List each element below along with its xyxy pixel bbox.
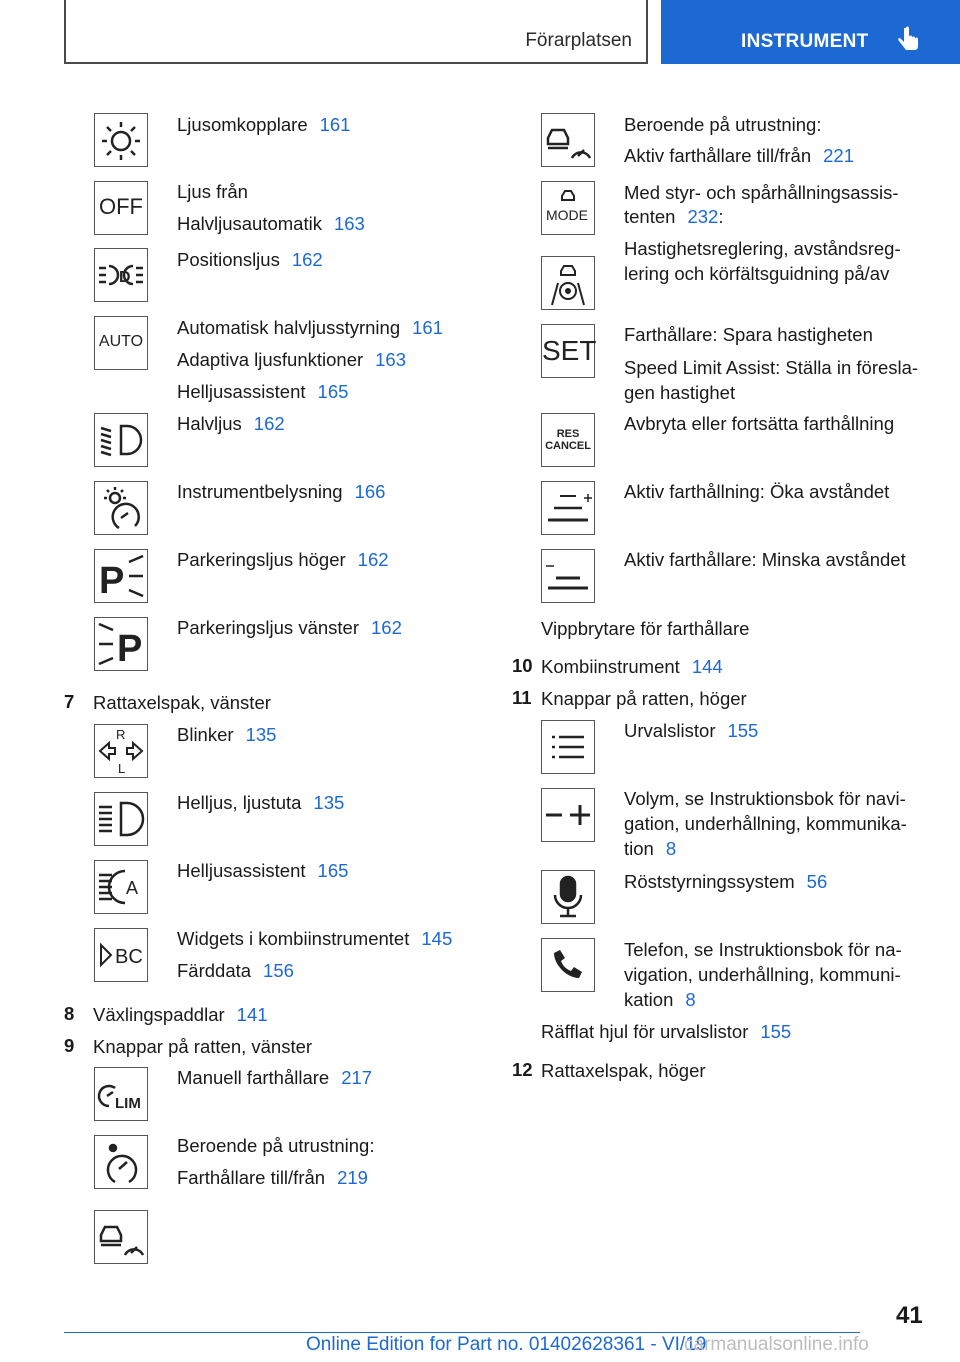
item-title: Knappar på ratten, vänster <box>93 1036 313 1057</box>
item-title: Växlingspaddlar 141 <box>93 1004 268 1025</box>
auto-icon: AUTO <box>94 316 148 370</box>
svg-text:P: P <box>99 560 125 602</box>
lights-off-label: Ljus från <box>177 181 248 202</box>
pointing-hand-icon <box>896 26 920 56</box>
page-ref[interactable]: 155 <box>727 720 759 741</box>
volume-label-3: tion 8 <box>624 838 677 859</box>
edition-footer: Online Edition for Part no. 01402628361 - VI/19 <box>306 1334 707 1355</box>
page-ref[interactable]: 135 <box>313 792 345 813</box>
low-beam-label: Halvljus 162 <box>177 413 285 434</box>
set-icon: SET <box>541 324 595 378</box>
trip-data-label: Färddata 156 <box>177 960 294 981</box>
page-ref[interactable]: 141 <box>236 1004 268 1025</box>
volume-label: Volym, se Instruktionsbok för navi- <box>624 788 906 809</box>
save-speed-label: Farthållare: Spara hastigheten <box>624 324 873 345</box>
page-ref[interactable]: 161 <box>319 114 351 135</box>
steering-assist-label: Med styr- och spårhållningsassis- <box>624 182 899 203</box>
volume-label-2: gation, underhållning, kommunika- <box>624 813 907 834</box>
item-title: Kombiinstrument 144 <box>541 656 723 677</box>
active-cruise-icon <box>94 1210 148 1264</box>
speed-distance-label: Hastighetsreglering, avståndsreg- <box>624 238 901 259</box>
item-number: 12 <box>512 1059 533 1080</box>
page-ref[interactable]: 219 <box>337 1167 368 1188</box>
svg-text:P: P <box>117 628 143 670</box>
cruise-on-off-label: Farthållare till/från 219 <box>177 1167 368 1188</box>
low-beam-auto-label: Halvljusautomatik 163 <box>177 213 365 234</box>
page-ref[interactable]: 165 <box>317 381 349 402</box>
position-lights-label: Positionsljus 162 <box>177 249 323 270</box>
page-number: 41 <box>896 1302 923 1329</box>
high-beam-assist-label: Helljusassistent 165 <box>177 381 349 402</box>
selection-lists-label: Urvalslistor 155 <box>624 720 759 741</box>
item-number: 11 <box>512 687 532 708</box>
microphone-icon <box>541 870 595 924</box>
parking-light-left-icon <box>94 617 148 671</box>
light-switch-icon <box>94 113 148 167</box>
page-ref[interactable]: 8 <box>665 838 677 859</box>
distance-decrease-label: Aktiv farthållare: Minska avståndet <box>624 549 906 570</box>
active-cruise-icon <box>541 113 595 167</box>
high-beam-assist-label-2: Helljusassistent 165 <box>177 860 349 881</box>
widgets-label: Widgets i kombiinstrumentet 145 <box>177 928 453 949</box>
page-ref[interactable]: 56 <box>806 871 828 892</box>
header-chapter: INSTRUMENT <box>741 31 869 52</box>
svg-text:L: L <box>118 761 126 776</box>
high-beam-assist-icon <box>94 860 148 914</box>
instrument-lighting-icon <box>94 481 148 535</box>
cruise-control-icon <box>94 1135 148 1189</box>
auto-low-beam-label: Automatisk halvljusstyrning 161 <box>177 317 443 338</box>
turn-signal-icon <box>94 724 148 778</box>
page-ref[interactable]: 161 <box>412 317 443 338</box>
item-title: Rattaxelspak, höger <box>541 1060 706 1081</box>
page-ref[interactable]: 156 <box>263 960 294 981</box>
bc-icon <box>94 928 148 982</box>
cancel-resume-label: Avbryta eller fortsätta farthållning <box>624 413 895 434</box>
manual-cruise-label: Manuell farthållare 217 <box>177 1067 373 1088</box>
equipment-note: Beroende på utrustning: <box>177 1135 375 1156</box>
page-ref[interactable]: 145 <box>421 928 453 949</box>
speed-limit-assist-label-2: gen hastighet <box>624 382 736 403</box>
item-number: 8 <box>64 1003 75 1024</box>
page-ref[interactable]: 163 <box>375 349 407 370</box>
instrument-lighting-label: Instrumentbelysning 166 <box>177 481 386 502</box>
steering-assist-label-2: tenten 232: <box>624 206 724 227</box>
svg-text:MODE: MODE <box>546 207 588 223</box>
speed-limit-assist-label: Speed Limit Assist: Ställa in föresla- <box>624 357 919 378</box>
page-ref[interactable]: 162 <box>357 549 389 570</box>
adaptive-light-label: Adaptiva ljusfunktioner 163 <box>177 349 407 370</box>
item-number: 9 <box>64 1035 75 1056</box>
page-ref[interactable]: 155 <box>760 1021 792 1042</box>
phone-label: Telefon, se Instruktionsbok för na- <box>624 939 902 960</box>
item-number: 7 <box>64 691 75 712</box>
lane-guidance-icon <box>541 256 595 310</box>
equipment-note: Beroende på utrustning: <box>624 114 822 135</box>
light-switch-label: Ljusomkopplare 161 <box>177 114 351 135</box>
svg-text:R: R <box>116 727 126 742</box>
knurled-wheel-label: Räfflat hjul för urvalslistor 155 <box>541 1021 792 1042</box>
page-ref[interactable]: 232 <box>687 206 719 227</box>
page-ref[interactable]: 162 <box>291 249 323 270</box>
page-ref[interactable]: 166 <box>354 481 386 502</box>
item-title: Knappar på ratten, höger <box>541 688 747 709</box>
distance-increase-label: Aktiv farthållning: Öka avståndet <box>624 481 890 502</box>
item-title: Rattaxelspak, vänster <box>93 692 271 713</box>
low-beam-icon <box>94 413 148 467</box>
high-beam-label: Helljus, ljustuta 135 <box>177 792 345 813</box>
volume-icon <box>541 788 595 842</box>
page-ref[interactable]: 135 <box>245 724 277 745</box>
header-section: Förarplatsen <box>525 30 632 51</box>
parking-light-right-label: Parkeringsljus höger 162 <box>177 549 389 570</box>
lim-icon <box>94 1067 148 1121</box>
voice-control-label: Röststyrningssystem 56 <box>624 871 828 892</box>
mode-icon <box>541 181 595 235</box>
page-ref[interactable]: 217 <box>341 1067 373 1088</box>
header-section-box <box>64 0 648 64</box>
page-ref[interactable]: 144 <box>691 656 723 677</box>
high-beam-icon <box>94 792 148 846</box>
phone-label-2: vigation, underhållning, kommuni- <box>624 964 901 985</box>
parking-light-left-label: Parkeringsljus vänster 162 <box>177 617 402 638</box>
active-cruise-on-off-label: Aktiv farthållare till/från 221 <box>624 145 854 166</box>
item-number: 10 <box>512 655 533 676</box>
speed-distance-label-2: lering och körfältsguidning på/av <box>624 263 890 284</box>
svg-text:A: A <box>126 878 139 898</box>
footer-divider <box>64 1332 860 1333</box>
distance-increase-icon <box>541 481 595 535</box>
page-ref[interactable]: 221 <box>823 145 854 166</box>
distance-decrease-icon <box>541 549 595 603</box>
parking-light-right-icon <box>94 549 148 603</box>
page-ref[interactable]: 8 <box>685 989 696 1010</box>
page-ref[interactable]: 163 <box>333 213 365 234</box>
list-icon <box>541 720 595 774</box>
svg-text:LIM: LIM <box>115 1095 141 1112</box>
svg-text:D: D <box>119 269 131 286</box>
watermark: carmanualsonline.info <box>684 1334 869 1355</box>
off-icon: OFF <box>94 181 148 235</box>
rocker-switch-label: Vippbrytare för farthållare <box>541 618 750 639</box>
turn-signal-label: Blinker 135 <box>177 724 277 745</box>
phone-label-3: kation 8 <box>624 989 696 1010</box>
position-lights-icon <box>94 248 148 302</box>
phone-icon <box>541 938 595 992</box>
page-ref[interactable]: 162 <box>371 617 402 638</box>
page-ref[interactable]: 165 <box>317 860 349 881</box>
page-ref[interactable]: 162 <box>253 413 285 434</box>
svg-text:BC: BC <box>115 946 143 968</box>
res-cancel-icon: RES CANCEL <box>541 413 595 467</box>
